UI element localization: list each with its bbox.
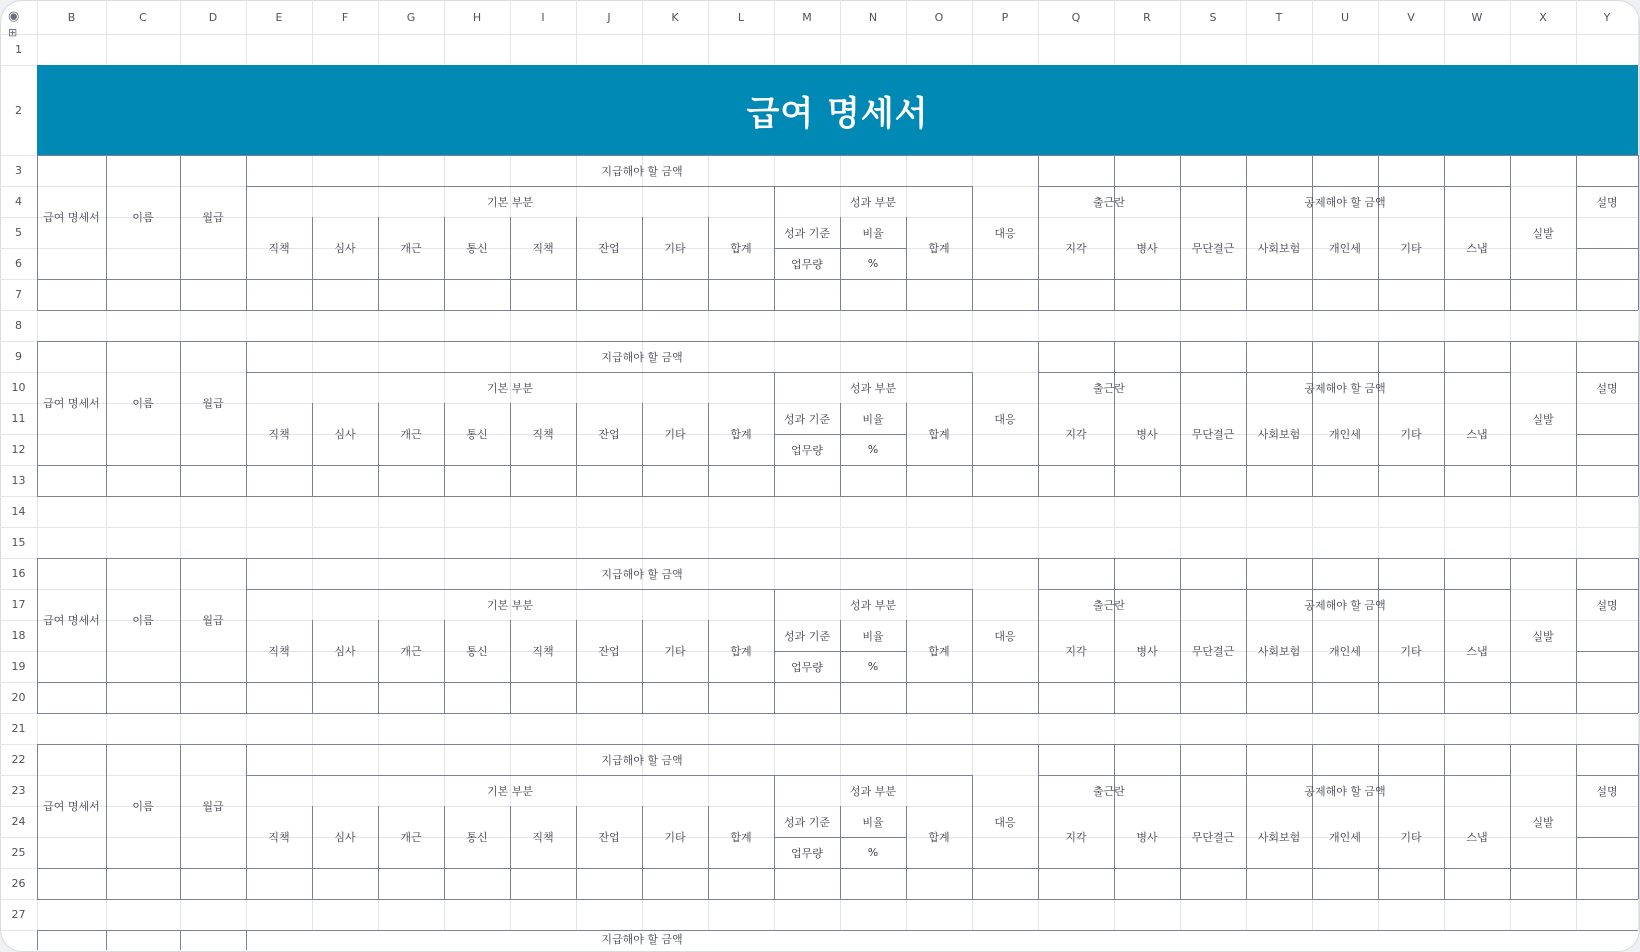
row-header[interactable]: 14 [11, 505, 26, 518]
attendance-item-label[interactable]: 지각 [1065, 242, 1087, 255]
basic-item-label[interactable]: 통신 [466, 831, 488, 844]
deduction-item-label[interactable]: 사회보험 [1257, 242, 1301, 255]
row-header[interactable]: 6 [15, 257, 22, 270]
row-header[interactable]: 3 [15, 164, 22, 177]
pay-total-header[interactable]: 지급해야 할 금액 [601, 567, 683, 581]
grid-line [0, 527, 1638, 528]
row-header[interactable]: 25 [11, 846, 26, 859]
attendance-item-label[interactable]: 병사 [1136, 428, 1158, 441]
actual-pay-label[interactable]: 실발 [1532, 629, 1554, 643]
attendance-item-label[interactable]: 지각 [1065, 428, 1087, 441]
row-header[interactable]: 19 [11, 660, 26, 673]
table-border [106, 930, 107, 950]
table-border [1576, 837, 1638, 838]
percent-label[interactable]: % [867, 257, 879, 270]
actual-pay-label[interactable]: 실발 [1532, 226, 1554, 240]
deduction-item-label[interactable]: 스냅 [1466, 645, 1488, 658]
attendance-item-label[interactable]: 병사 [1136, 831, 1158, 844]
row-header[interactable]: 23 [11, 784, 26, 797]
row-header[interactable]: 20 [11, 691, 26, 704]
basic-item-label[interactable]: 잔업 [598, 242, 620, 255]
explanation-label[interactable]: 설명 [1596, 598, 1618, 612]
freeze-columns-icon[interactable]: ⊞ [8, 26, 18, 39]
basic-item-label[interactable]: 직책 [268, 242, 290, 255]
attendance-header[interactable]: 출근란 [1093, 784, 1125, 798]
row-header[interactable]: 24 [11, 815, 26, 828]
row-header[interactable]: 16 [11, 567, 26, 580]
row-header[interactable]: 13 [11, 474, 26, 487]
attendance-header[interactable]: 출근란 [1093, 381, 1125, 395]
actual-pay-label[interactable]: 실발 [1532, 815, 1554, 829]
basic-item-label[interactable]: 기타 [664, 428, 686, 441]
basic-item-label[interactable]: 기타 [664, 242, 686, 255]
deduction-item-label[interactable]: 기타 [1400, 428, 1422, 441]
payslip-label[interactable]: 급여 명세서 [43, 614, 100, 627]
actual-pay-label[interactable]: 실발 [1532, 412, 1554, 426]
salary-label[interactable]: 월급 [202, 614, 224, 627]
performance-part-header[interactable]: 성과 부분 [849, 784, 896, 798]
deduction-item-label[interactable]: 기타 [1400, 242, 1422, 255]
row-header[interactable]: 10 [11, 381, 26, 394]
explanation-label[interactable]: 설명 [1596, 195, 1618, 209]
performance-part-header[interactable]: 성과 부분 [849, 598, 896, 612]
name-label[interactable]: 이름 [132, 614, 154, 627]
performance-sum-label[interactable]: 합계 [928, 645, 950, 658]
row-header[interactable]: 8 [15, 319, 22, 332]
attendance-item-label[interactable]: 지각 [1065, 645, 1087, 658]
row-header[interactable]: 5 [15, 226, 22, 239]
column-header[interactable]: S [1209, 10, 1217, 24]
basic-item-label[interactable]: 잔업 [598, 428, 620, 441]
deduction-item-label[interactable]: 기타 [1400, 645, 1422, 658]
row-header[interactable]: 12 [11, 443, 26, 456]
payslip-label[interactable]: 급여 명세서 [43, 397, 100, 410]
row-header[interactable]: 27 [11, 908, 26, 921]
row-header[interactable]: 18 [11, 629, 26, 642]
deduction-item-label[interactable]: 무단결근 [1191, 645, 1235, 658]
table-border [37, 682, 1638, 683]
table-border [1638, 744, 1639, 899]
deduction-item-label[interactable]: 개인세 [1329, 831, 1361, 844]
basic-item-label[interactable]: 직책 [268, 831, 290, 844]
attendance-header[interactable]: 출근란 [1093, 195, 1125, 209]
column-header[interactable]: D [208, 10, 218, 24]
response-label[interactable]: 대응 [994, 629, 1016, 643]
pay-total-header[interactable]: 지급해야 할 금액 [601, 164, 683, 178]
basic-part-header[interactable]: 기본 부분 [486, 195, 533, 209]
basic-item-label[interactable]: 직책 [532, 831, 554, 844]
basic-item-label[interactable]: 기타 [664, 831, 686, 844]
pay-total-header[interactable]: 지급해야 할 금액 [601, 350, 683, 364]
basic-item-label[interactable]: 개근 [400, 428, 422, 441]
table-border [37, 713, 1638, 714]
performance-criteria-label[interactable]: 성과 기준 [783, 629, 830, 643]
basic-item-label[interactable]: 합계 [730, 428, 752, 441]
deduction-item-label[interactable]: 스냅 [1466, 242, 1488, 255]
deduction-item-label[interactable]: 무단결근 [1191, 428, 1235, 441]
row-header[interactable]: 7 [15, 288, 22, 301]
column-header[interactable]: R [1143, 10, 1151, 24]
basic-item-label[interactable]: 통신 [466, 645, 488, 658]
workload-label[interactable]: 업무량 [791, 660, 823, 674]
column-header[interactable]: Q [1071, 10, 1081, 24]
basic-item-label[interactable]: 개근 [400, 645, 422, 658]
pay-total-header[interactable]: 지급해야 할 금액 [601, 933, 683, 946]
basic-part-header[interactable]: 기본 부분 [486, 598, 533, 612]
column-header[interactable]: Y [1603, 10, 1611, 24]
column-header[interactable]: C [139, 10, 147, 24]
performance-sum-label[interactable]: 합계 [928, 831, 950, 844]
deduction-total-header[interactable]: 공제해야 할 금액 [1304, 381, 1386, 395]
column-header[interactable]: G [406, 10, 416, 24]
workload-label[interactable]: 업무량 [791, 257, 823, 271]
row-header[interactable]: 11 [11, 412, 26, 425]
row-header[interactable]: 9 [15, 350, 22, 363]
performance-ratio-label[interactable]: 비율 [862, 412, 884, 426]
performance-criteria-label[interactable]: 성과 기준 [783, 226, 830, 240]
deduction-item-label[interactable]: 무단결근 [1191, 831, 1235, 844]
salary-label[interactable]: 월급 [202, 800, 224, 813]
explanation-label[interactable]: 설명 [1596, 784, 1618, 798]
performance-part-header[interactable]: 성과 부분 [849, 195, 896, 209]
deduction-total-header[interactable]: 공제해야 할 금액 [1304, 784, 1386, 798]
row-header[interactable]: 1 [15, 43, 22, 56]
deduction-item-label[interactable]: 사회보험 [1257, 428, 1301, 441]
table-border [37, 465, 1638, 466]
basic-item-label[interactable]: 직책 [532, 242, 554, 255]
row-header[interactable]: 4 [15, 195, 22, 208]
basic-item-label[interactable]: 심사 [334, 428, 356, 441]
name-label[interactable]: 이름 [132, 800, 154, 813]
pay-total-header[interactable]: 지급해야 할 금액 [601, 753, 683, 767]
column-header[interactable]: F [341, 10, 349, 24]
table-border [1638, 155, 1639, 310]
row-header[interactable]: 15 [11, 536, 26, 549]
response-label[interactable]: 대응 [994, 412, 1016, 426]
row-header[interactable]: 17 [11, 598, 26, 611]
deduction-item-label[interactable]: 스냅 [1466, 831, 1488, 844]
attendance-header[interactable]: 출근란 [1093, 598, 1125, 612]
basic-item-label[interactable]: 직책 [268, 645, 290, 658]
basic-item-label[interactable]: 통신 [466, 428, 488, 441]
basic-item-label[interactable]: 잔업 [598, 645, 620, 658]
deduction-item-label[interactable]: 기타 [1400, 831, 1422, 844]
basic-item-label[interactable]: 통신 [466, 242, 488, 255]
deduction-total-header[interactable]: 공제해야 할 금액 [1304, 598, 1386, 612]
explanation-label[interactable]: 설명 [1596, 381, 1618, 395]
sheet-title[interactable]: 급여 명세서 [746, 93, 929, 134]
table-border [180, 930, 181, 950]
basic-item-label[interactable]: 기타 [664, 645, 686, 658]
salary-label[interactable]: 월급 [202, 397, 224, 410]
column-header[interactable]: J [607, 10, 611, 24]
attendance-item-label[interactable]: 병사 [1136, 242, 1158, 255]
basic-item-label[interactable]: 직책 [268, 428, 290, 441]
percent-label[interactable]: % [867, 660, 879, 673]
column-header[interactable]: M [802, 10, 812, 24]
column-header[interactable]: U [1340, 10, 1350, 24]
percent-label[interactable]: % [867, 443, 879, 456]
table-border [37, 899, 1638, 900]
column-header[interactable]: T [1275, 10, 1283, 24]
sheet-title-banner [37, 65, 1638, 155]
payslip-label[interactable]: 급여 명세서 [43, 800, 100, 813]
column-header[interactable]: N [868, 10, 878, 24]
deduction-item-label[interactable]: 개인세 [1329, 645, 1361, 658]
column-header[interactable]: X [1539, 10, 1547, 24]
basic-item-label[interactable]: 합계 [730, 242, 752, 255]
table-border [37, 868, 1638, 869]
performance-criteria-label[interactable]: 성과 기준 [783, 412, 830, 426]
column-header[interactable]: H [472, 10, 482, 24]
deduction-total-header[interactable]: 공제해야 할 금액 [1304, 195, 1386, 209]
column-header[interactable]: V [1407, 10, 1415, 24]
table-border [37, 310, 1638, 311]
name-label[interactable]: 이름 [132, 211, 154, 224]
table-border [1576, 248, 1638, 249]
salary-label[interactable]: 월급 [202, 211, 224, 224]
column-header[interactable]: O [934, 10, 944, 24]
eye-icon[interactable]: ◉ [8, 9, 20, 24]
table-border [37, 279, 1638, 280]
performance-ratio-label[interactable]: 비율 [862, 815, 884, 829]
table-border [37, 496, 1638, 497]
attendance-item-label[interactable]: 지각 [1065, 831, 1087, 844]
deduction-item-label[interactable]: 사회보험 [1257, 831, 1301, 844]
workload-label[interactable]: 업무량 [791, 443, 823, 457]
table-border [1576, 651, 1638, 652]
table-border [1576, 434, 1638, 435]
column-header[interactable]: P [1001, 10, 1009, 24]
workload-label[interactable]: 업무량 [791, 846, 823, 860]
row-header[interactable]: 26 [11, 877, 26, 890]
table-border [1638, 341, 1639, 496]
basic-part-header[interactable]: 기본 부분 [486, 784, 533, 798]
basic-item-label[interactable]: 직책 [532, 428, 554, 441]
basic-item-label[interactable]: 직책 [532, 645, 554, 658]
deduction-item-label[interactable]: 개인세 [1329, 428, 1361, 441]
name-label[interactable]: 이름 [132, 397, 154, 410]
percent-label[interactable]: % [867, 846, 879, 859]
performance-sum-label[interactable]: 합계 [928, 242, 950, 255]
row-header[interactable]: 2 [15, 103, 22, 117]
column-header[interactable]: B [67, 10, 76, 24]
attendance-item-label[interactable]: 병사 [1136, 645, 1158, 658]
deduction-item-label[interactable]: 무단결근 [1191, 242, 1235, 255]
performance-sum-label[interactable]: 합계 [928, 428, 950, 441]
performance-ratio-label[interactable]: 비율 [862, 629, 884, 643]
column-header[interactable]: W [1471, 10, 1483, 24]
basic-item-label[interactable]: 심사 [334, 242, 356, 255]
column-header[interactable]: K [671, 10, 679, 24]
column-header[interactable]: I [541, 10, 545, 24]
basic-item-label[interactable]: 합계 [730, 831, 752, 844]
basic-item-label[interactable]: 개근 [400, 242, 422, 255]
response-label[interactable]: 대응 [994, 815, 1016, 829]
payslip-label[interactable]: 급여 명세서 [43, 211, 100, 224]
performance-part-header[interactable]: 성과 부분 [849, 381, 896, 395]
response-label[interactable]: 대응 [994, 226, 1016, 240]
table-border [37, 930, 38, 950]
grid-line [0, 34, 1638, 35]
column-header[interactable]: E [275, 10, 283, 24]
basic-part-header[interactable]: 기본 부분 [486, 381, 533, 395]
deduction-item-label[interactable]: 사회보험 [1257, 645, 1301, 658]
table-border [1638, 558, 1639, 713]
basic-item-label[interactable]: 잔업 [598, 831, 620, 844]
row-header[interactable]: 21 [11, 722, 26, 735]
basic-item-label[interactable]: 심사 [334, 645, 356, 658]
basic-item-label[interactable]: 개근 [400, 831, 422, 844]
performance-ratio-label[interactable]: 비율 [862, 226, 884, 240]
basic-item-label[interactable]: 합계 [730, 645, 752, 658]
deduction-item-label[interactable]: 개인세 [1329, 242, 1361, 255]
basic-item-label[interactable]: 심사 [334, 831, 356, 844]
performance-criteria-label[interactable]: 성과 기준 [783, 815, 830, 829]
column-header[interactable]: L [737, 10, 745, 24]
deduction-item-label[interactable]: 스냅 [1466, 428, 1488, 441]
row-header[interactable]: 22 [11, 753, 26, 766]
